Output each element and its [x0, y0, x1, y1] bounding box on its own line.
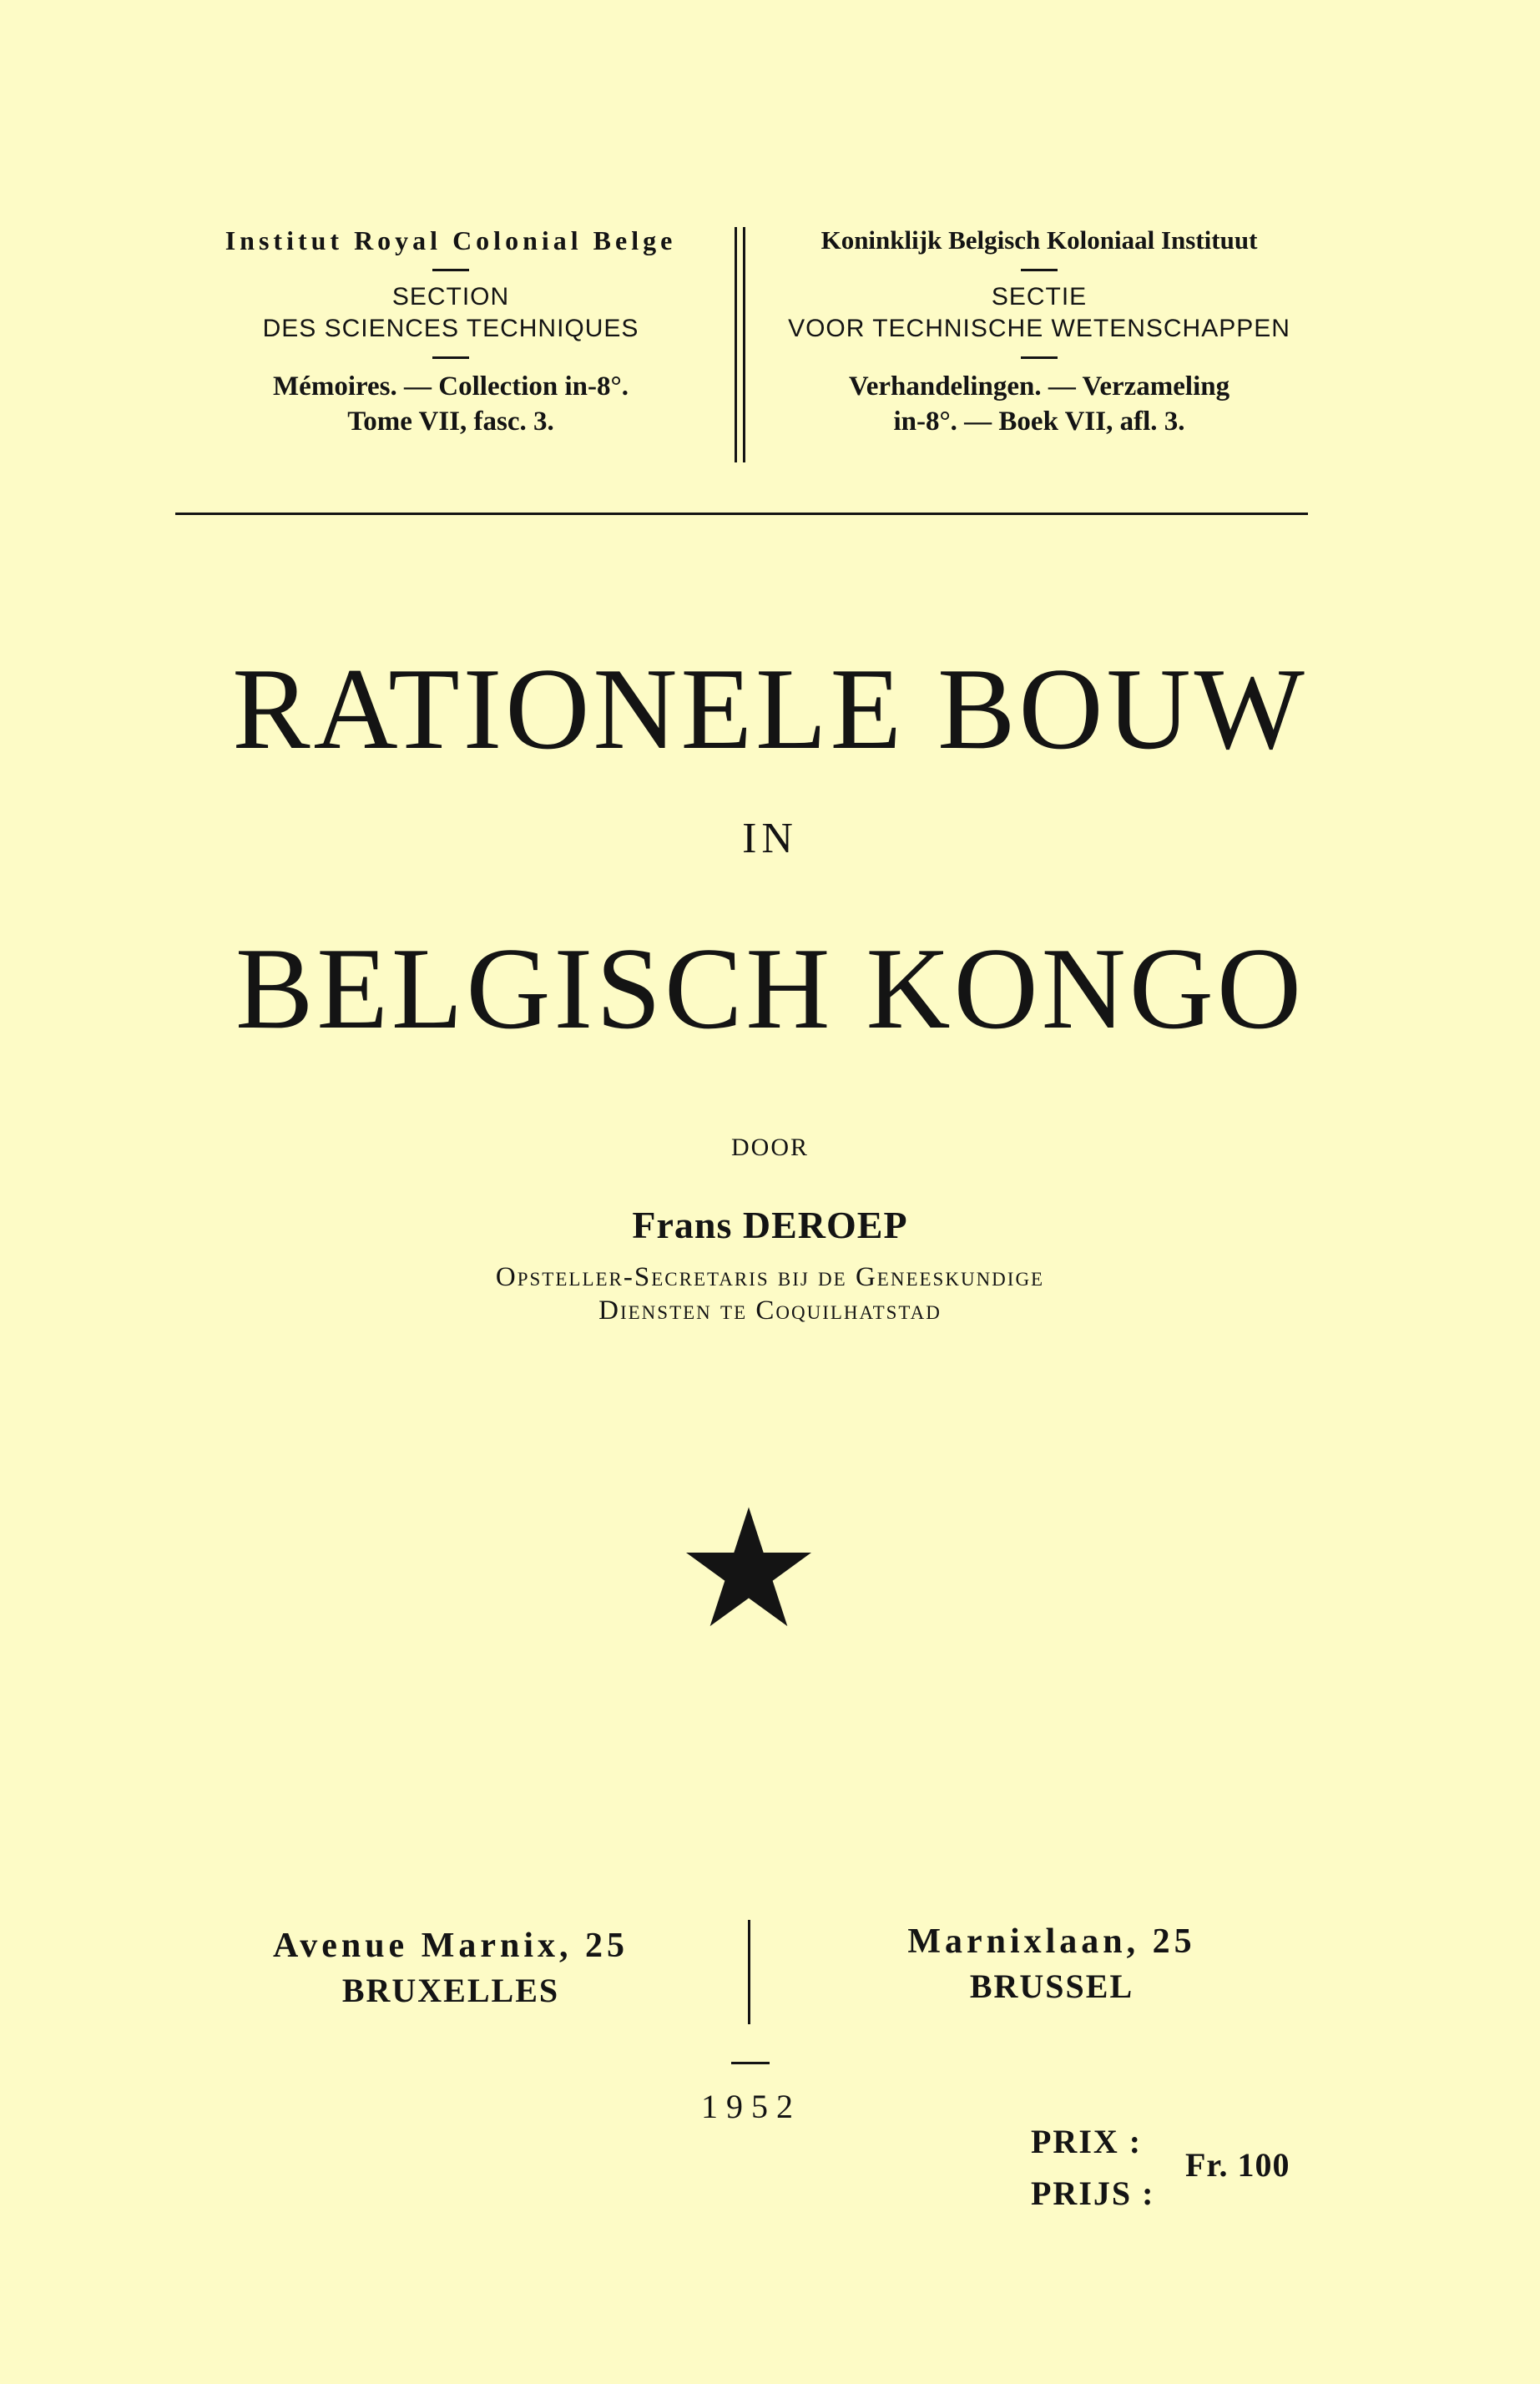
star-icon — [686, 1507, 811, 1628]
publisher-city-nl: BRUSSEL — [969, 1967, 1134, 2005]
title-line3: BELGISCH KONGO — [235, 924, 1305, 1053]
publisher-address-fr — [234, 1924, 668, 2014]
series-line1-nl: Verhandelingen. — Verzameling — [848, 371, 1230, 402]
header-left — [171, 224, 730, 439]
author-name: Frans DEROEP — [632, 1204, 908, 1246]
header-vertical-rule — [743, 227, 745, 462]
institute-name-fr: Institut Royal Colonial Belge — [225, 225, 677, 255]
institute-name-nl: Koninklijk Belgisch Koloniaal Instituut — [820, 225, 1258, 255]
byline-door: DOOR — [730, 1134, 809, 1161]
header-horizontal-rule — [175, 513, 1308, 515]
price-value: Fr. 100 — [1185, 2146, 1290, 2184]
title-line2: IN — [742, 815, 798, 862]
section-line2-nl: VOOR TECHNISCHE WETENSCHAPPEN — [788, 315, 1290, 342]
author-affiliation-line2: Diensten te Coquilhatstad — [598, 1296, 942, 1326]
series-line1-fr: Mémoires. — Collection in-8°. — [273, 371, 629, 402]
address-vertical-rule — [748, 1920, 750, 2024]
header-vertical-rule — [735, 227, 737, 462]
publisher-street-fr: Avenue Marnix, 25 — [272, 1927, 629, 1965]
publisher-city-fr: BRUXELLES — [341, 1972, 560, 2009]
price-label-nl: PRIJS : — [1031, 2174, 1155, 2212]
series-line2-fr: Tome VII, fasc. 3. — [347, 407, 554, 437]
publisher-address-nl — [835, 1920, 1269, 2010]
price-label-fr: PRIX : — [1031, 2123, 1143, 2160]
divider-dash — [432, 269, 469, 271]
publisher-street-nl: Marnixlaan, 25 — [907, 1922, 1196, 1961]
author-affiliation-line1: Opsteller-Secretaris bij de Geneeskundige — [495, 1262, 1045, 1292]
title-line1: RATIONELE BOUW — [232, 644, 1308, 774]
section-line1-fr: SECTION — [391, 283, 510, 311]
divider-dash — [1021, 356, 1058, 359]
section-line2-fr: DES SCIENCES TECHNIQUES — [262, 315, 639, 342]
publication-year: 1952 — [701, 2088, 801, 2125]
divider-dash — [432, 356, 469, 359]
section-line1-nl: SECTIE — [991, 283, 1088, 311]
header-right — [760, 224, 1319, 439]
divider-dash — [731, 2062, 770, 2064]
divider-dash — [1021, 269, 1058, 271]
series-line2-nl: in-8°. — Boek VII, afl. 3. — [893, 407, 1185, 437]
